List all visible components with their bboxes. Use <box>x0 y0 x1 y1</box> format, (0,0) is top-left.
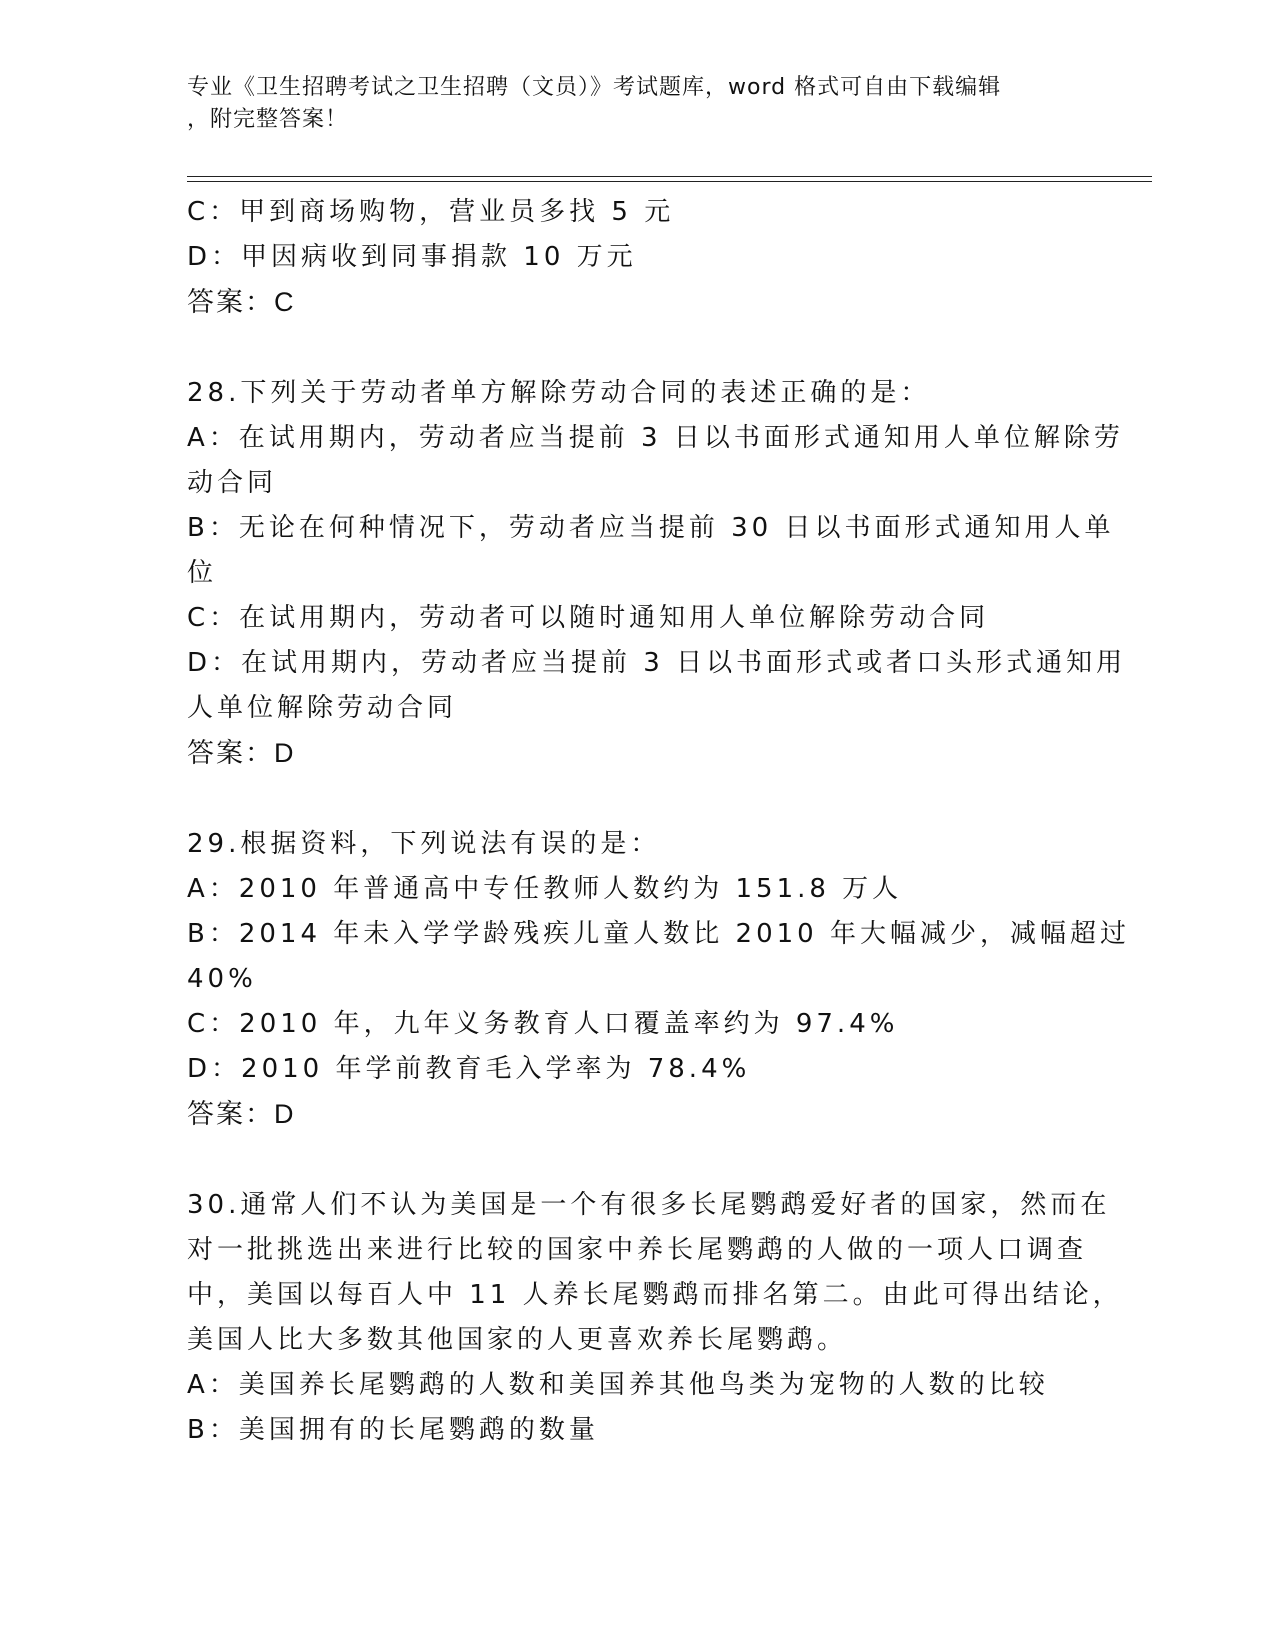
option-a: A：2010 年普通高中专任教师人数约为 151.8 万人 <box>187 874 903 904</box>
question-stem-continued: 美国人比大多数其他国家的人更喜欢养长尾鹦鹉。 <box>187 1325 848 1355</box>
option-b: B：无论在何种情况下，劳动者应当提前 30 日以书面形式通知用人单 <box>187 513 1115 543</box>
spacer <box>187 776 1087 822</box>
answer: 答案：D <box>187 738 296 768</box>
option-b-continued: 位 <box>187 558 218 588</box>
spacer <box>187 1137 1087 1183</box>
question-30 <box>187 1183 1123 1453</box>
option-a-continued: 动合同 <box>187 468 278 498</box>
question-stem-continued: 对一批挑选出来进行比较的国家中养长尾鹦鹉的人做的一项人口调查 <box>187 1235 1088 1265</box>
option-d: D：甲因病收到同事捐款 10 万元 <box>187 242 637 272</box>
question-stem: 30.通常人们不认为美国是一个有很多长尾鹦鹉爱好者的国家，然而在 <box>187 1190 1111 1220</box>
option-c: C：2010 年，九年义务教育人口覆盖率约为 97.4% <box>187 1009 899 1039</box>
option-a: A：美国养长尾鹦鹉的人数和美国养其他鸟类为宠物的人数的比较 <box>187 1370 1049 1400</box>
option-a: A：在试用期内，劳动者应当提前 3 日以书面形式通知用人单位解除劳 <box>187 423 1124 453</box>
answer: 答案：C <box>187 287 296 317</box>
spacer <box>187 325 1087 371</box>
question-stem-continued: 中，美国以每百人中 11 人养长尾鹦鹉而排名第二。由此可得出结论， <box>187 1280 1123 1310</box>
option-b-continued: 40% <box>187 964 257 994</box>
document-body <box>187 190 1130 1453</box>
question-29 <box>187 822 1130 1137</box>
option-c: C：甲到商场购物，营业员多找 5 元 <box>187 197 675 227</box>
option-d: D：在试用期内，劳动者应当提前 3 日以书面形式或者口头形式通知用 <box>187 648 1127 678</box>
answer: 答案：D <box>187 1099 296 1129</box>
document-header <box>187 72 1067 136</box>
header-line-1: 专业《卫生招聘考试之卫生招聘（文员）》考试题库，word 格式可自由下载编辑 <box>187 75 1002 100</box>
header-line-2: ，附完整答案！ <box>187 107 349 132</box>
option-c: C：在试用期内，劳动者可以随时通知用人单位解除劳动合同 <box>187 603 990 633</box>
option-d-continued: 人单位解除劳动合同 <box>187 693 458 723</box>
question-stem: 29.根据资料，下列说法有误的是： <box>187 829 661 859</box>
question-27-continued <box>187 190 1087 325</box>
header-rule-top <box>187 176 1152 177</box>
header-rule-bottom <box>187 181 1152 182</box>
option-d: D：2010 年学前教育毛入学率为 78.4% <box>187 1054 751 1084</box>
option-b: B：2014 年未入学学龄残疾儿童人数比 2010 年大幅减少，减幅超过 <box>187 919 1130 949</box>
question-stem: 28.下列关于劳动者单方解除劳动合同的表述正确的是： <box>187 378 931 408</box>
option-b: B：美国拥有的长尾鹦鹉的数量 <box>187 1415 599 1445</box>
question-28 <box>187 371 1127 776</box>
